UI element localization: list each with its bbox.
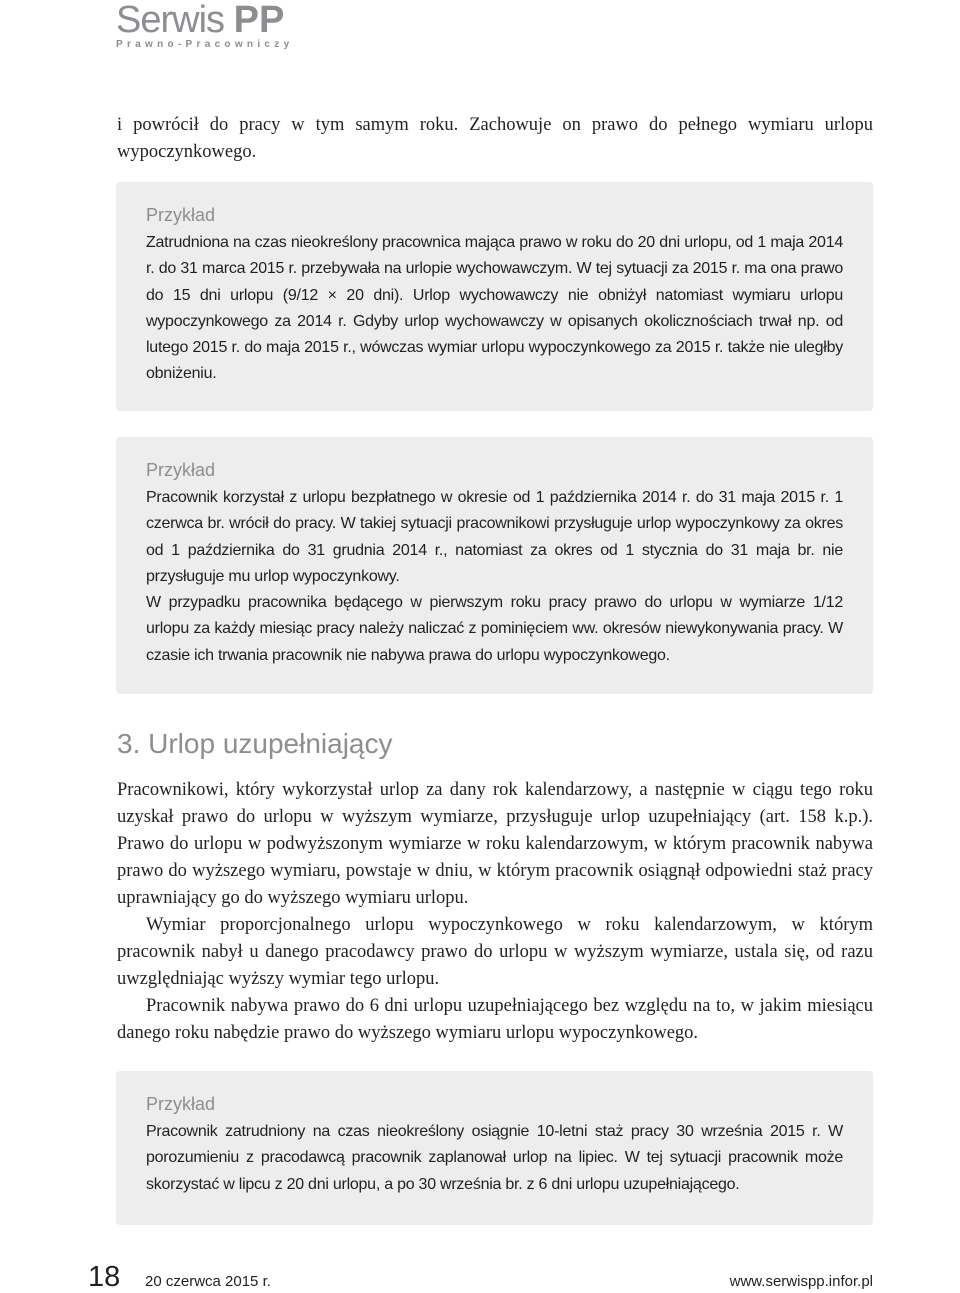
issue-date: 20 czerwca 2015 r. (145, 1273, 271, 1290)
example-text: Pracownik korzystał z urlopu bezpłatnego w okresie od 1 października 2014 r. do 31 maja 2015 r. 1 czerwca br. wrócił do pracy. W takiej sytuacji pracownikowi przysługuje urlop wypoczynkowy za okres od 1 października do 31 grudnia 2014 r., natomiast za okres od 1 stycznia do 31 maja br. nie przysługuje mu urlop wypoczynkowy. (146, 489, 843, 585)
page-footer (0, 1262, 960, 1292)
publication-logo (116, 0, 293, 50)
example-title: Przykład (146, 460, 216, 480)
logo-title-bold: PP (233, 0, 285, 41)
example-box-2 (116, 437, 873, 694)
example-text: Zatrudniona na czas nieokreślony pracownica mająca prawo w roku do 20 dni urlopu, od 1 maja 2014 r. do 31 marca 2015 r. przebywała na urlopie wychowawczym. W tej sytuacji za 2015 r. ma ona prawo do 15 dni urlopu (9/12 × 20 dni). Urlop wychowawczy nie obniżył natomiast wymiaru urlopu wypoczynkowego za 2014 r. Gdyby urlop wychowawczy w opisanych okolicznościach trwał np. od lutego 2015 r. do maja 2015 r., wówczas wymiar urlopu wypoczynkowego za 2015 r. także nie uległby obniżeniu. (146, 234, 843, 383)
page-number: 18 (88, 1261, 121, 1293)
example-box-3 (116, 1071, 873, 1225)
section-paragraph: Pracownik nabywa prawo do 6 dni urlopu uzupełniającego bez względu na to, w jakim miesiącu danego roku nabędzie prawo do wyższego wymiaru urlopu wypoczynkowego. (117, 996, 873, 1043)
section-paragraph: Wymiar proporcjonalnego urlopu wypoczynkowego w roku kalendarzowym, w którym pracownik nabył u danego pracodawcy prawo do urlopu w wyższym wymiarze, ustala się, od razu uwzględniając wyższy wymiar tego urlopu. (117, 915, 873, 989)
intro-paragraph: i powrócił do pracy w tym samym roku. Zachowuje on prawo do pełnego wymiaru urlopu wypoczynkowego. (117, 115, 873, 162)
example-title: Przykład (146, 205, 216, 225)
section-heading: 3. Urlop uzupełniający (117, 728, 393, 759)
section-paragraph: Pracownikowi, który wykorzystał urlop za dany rok kalendarzowy, a następnie w ciągu tego roku uzyskał prawo do urlopu w wyższym wymiarze, przysługuje urlop uzupełniający (art. 158 k.p.). Prawo do urlopu w podwyższonym wymiarze w roku kalendarzowym, w którym pracownik nabywa prawo do wyższego wymiaru, powstaje w dniu, w którym pracownik osiągnął odpowiedni staż pracy uprawniający go do wyższego wymiaru urlopu. (117, 780, 873, 908)
example-box-1 (116, 182, 873, 411)
logo-title (116, 0, 293, 40)
example-text: Pracownik zatrudniony na czas nieokreślony osiągnie 10-letni staż pracy 30 września 2015 r. W porozumieniu z pracodawcą pracownik zaplanował urlop na lipiec. W tej sytuacji pracownik może skorzystać w lipcu z 20 dni urlopu, a po 30 września br. z 6 dni urlopu uzupełniającego. (146, 1123, 843, 1193)
website-link[interactable]: www.serwispp.infor.pl (729, 1273, 873, 1290)
logo-subtitle: Prawno-Pracowniczy (116, 39, 294, 50)
example-text: W przypadku pracownika będącego w pierwszym roku pracy prawo do urlopu w wymiarze 1/12 urlopu za każdy miesiąc pracy należy naliczać z pominięciem ww. okresów niewykonywania pracy. W czasie ich trwania pracownik nie nabywa prawa do urlopu wypoczynkowego. (146, 594, 843, 664)
example-title: Przykład (146, 1094, 216, 1114)
logo-title-regular: Serwis (116, 0, 225, 41)
